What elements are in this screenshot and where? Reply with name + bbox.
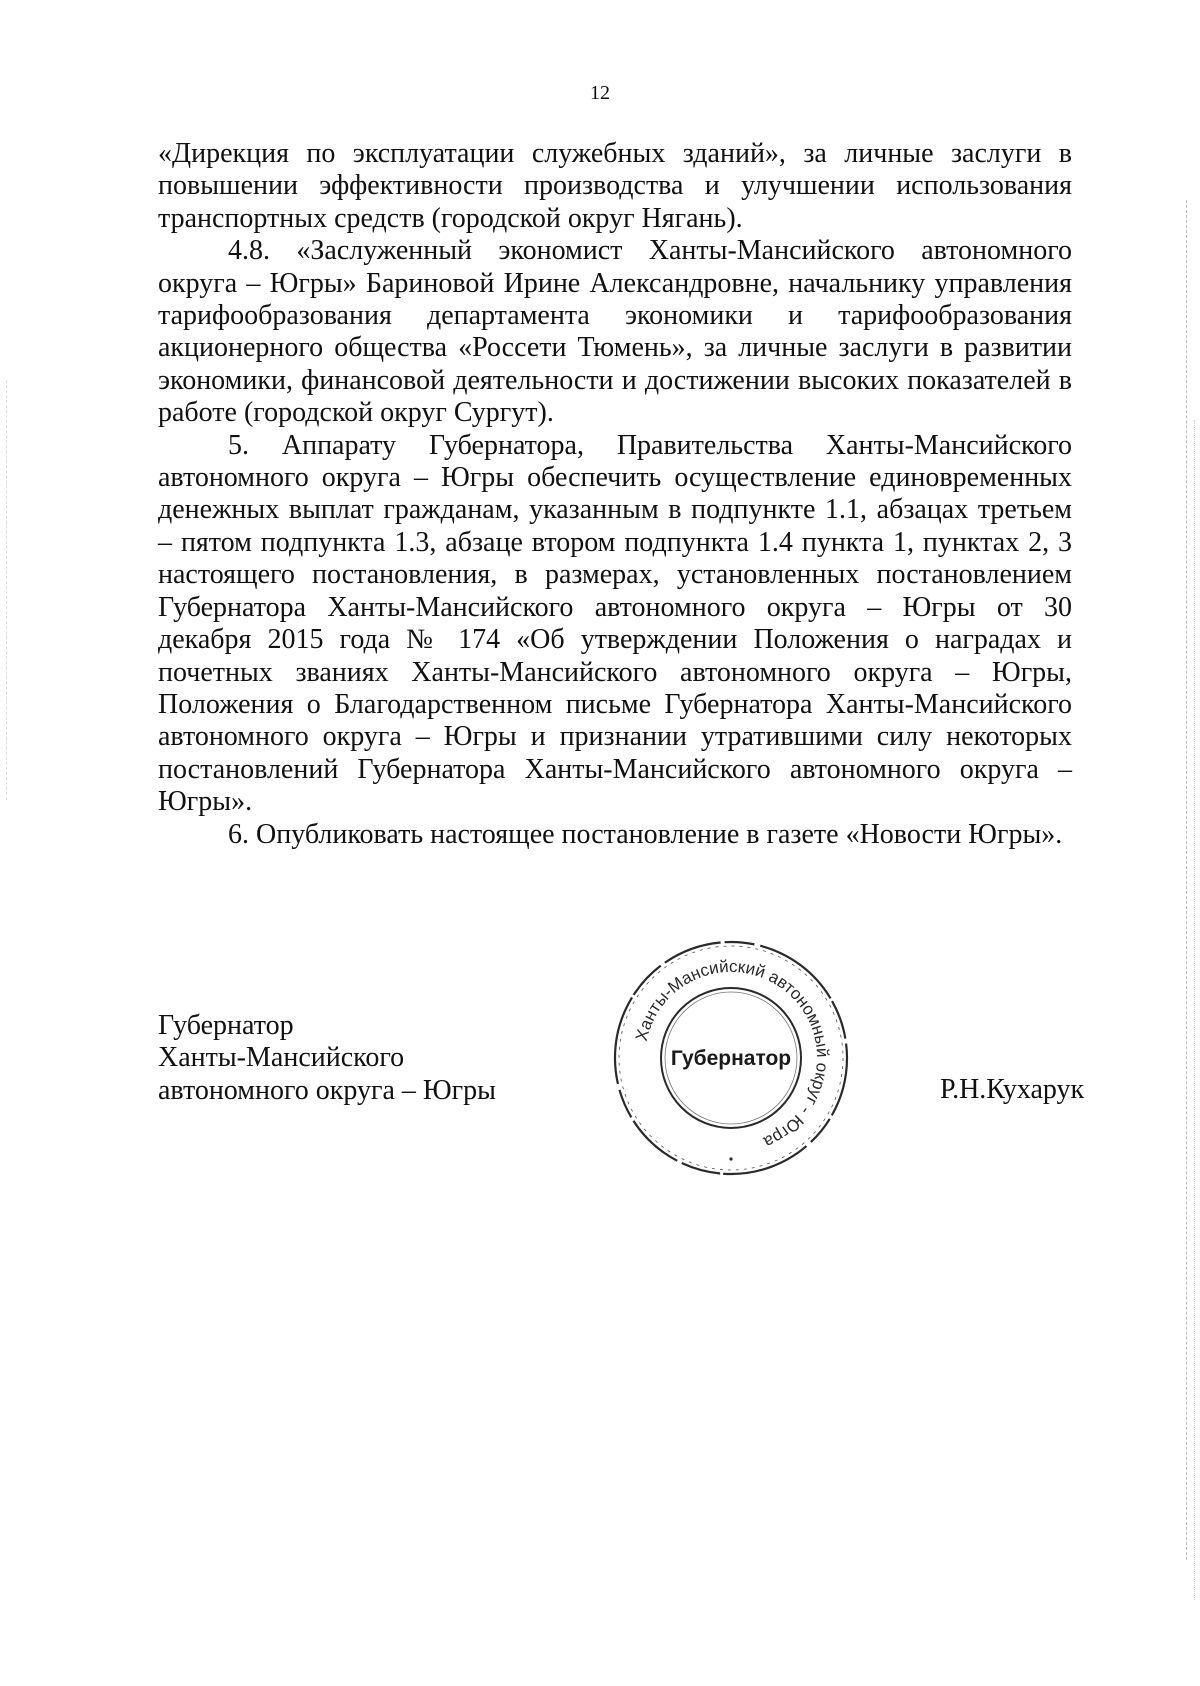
seal-ring-text: Ханты-Мансийский автономный округ - Югра xyxy=(631,956,833,1152)
scan-edge-mark xyxy=(1186,200,1187,1560)
page-number: 12 xyxy=(590,82,610,104)
signatory-title xyxy=(158,1010,496,1107)
paragraph-item-6: 6. Опубликовать настоящее постановление в газете «Новости Югры». xyxy=(228,818,1063,850)
paragraph-continuation: «Дирекция по эксплуатации служебных зданий», за личные заслуги в повышении эффективности производства и улучшении использования транспортных средств (городской округ Нягань). xyxy=(158,138,1072,234)
signatory-title-line: автономного округа – Югры xyxy=(158,1074,496,1106)
paragraph-item-5: 5. Аппарату Губернатора, Правительства Ханты-Мансийского автономного округа – Югры обеспечить осуществление единовременных денежных выплат гражданам, указанным в подпункте 1.1, абзацах третьем – пятом подпункта 1.3, абзаце втором подпункта 1.4 пункта 1, пунктах 2, 3 настоящего постановления, в размерах, установленных постановлением Губернатора Ханты-Мансийского автономного округа – Югры от 30 декабря 2015 года № 174 «Об утверждении Положения о наградах и почетных званиях Ханты-Мансийского автономного округа – Югры, Положения о Благодарственном письме Губернатора Ханты-Мансийского автономного округа – Югры и признании утратившими силу некоторых постановлений Губернатора Ханты-Мансийского автономного округа – Югры». xyxy=(158,429,1072,818)
signatory-title-line: Губернатор xyxy=(158,1010,294,1041)
signatory-name: Р.Н.Кухарук xyxy=(940,1074,1085,1105)
scan-edge-mark xyxy=(6,380,7,800)
official-seal xyxy=(605,932,857,1184)
document-body xyxy=(158,138,1072,851)
paragraph-item-4-8: 4.8. «Заслуженный экономист Ханты-Мансийского автономного округа – Югры» Бариновой Ирине Александровне, начальнику управления тарифообразования департамента экономики и тарифообразования акционерного общества «Россети Тюмень», за личные заслуги в развитии экономики, финансовой деятельности и достижении высоких показателей в работе (городской округ Сургут). xyxy=(158,235,1072,429)
signatory-title-line: Ханты-Мансийского xyxy=(158,1042,405,1074)
seal-center-text: Губернатор xyxy=(670,1047,792,1070)
seal-graphic xyxy=(605,932,857,1184)
scan-edge-mark xyxy=(1194,420,1195,1600)
